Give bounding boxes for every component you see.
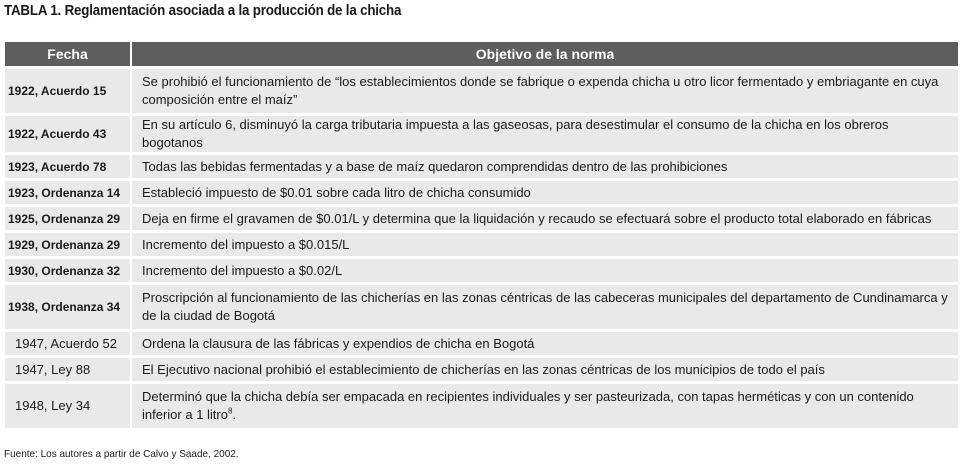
table-row <box>5 233 958 256</box>
table-row <box>5 207 958 230</box>
table-row <box>5 332 958 355</box>
fecha-cell: 1925, Ordenanza 29 <box>5 207 132 230</box>
objetivo-cell: En su artículo 6, disminuyó la carga tributaria impuesta a las gaseosas, para desestimular el consumo de la chicha en los obreros bogotanos <box>132 116 958 152</box>
objetivo-cell: Todas las bebidas fermentadas y a base de maíz quedaron comprendidas dentro de las prohibiciones <box>132 155 958 178</box>
table-row <box>5 155 958 178</box>
fecha-cell: 1923, Ordenanza 14 <box>5 181 132 204</box>
objetivo-cell: Ordena la clausura de las fábricas y expendios de chicha en Bogotá <box>132 332 958 355</box>
objetivo-cell: Deja en firme el gravamen de $0.01/L y determina que la liquidación y recaudo se efectuará sobre el producto total elaborado en fábricas <box>132 207 958 230</box>
objetivo-cell: Incremento del impuesto a $0.015/L <box>132 233 958 256</box>
fecha-cell: 1922, Acuerdo 43 <box>5 116 132 152</box>
regulations-table <box>5 39 958 431</box>
column-header-fecha: Fecha <box>5 42 132 66</box>
table-row <box>5 285 958 329</box>
objetivo-text: Determinó que la chicha debía ser empacada en recipientes individuales y ser pasteurizada, con tapas herméticas y con un contenido inferior a 1 litro <box>142 389 914 422</box>
objetivo-cell: El Ejecutivo nacional prohibió el establecimiento de chicherías en las zonas céntricas de los municipios de todo el país <box>132 358 958 381</box>
objetivo-cell: Estableció impuesto de $0.01 sobre cada litro de chicha consumido <box>132 181 958 204</box>
table-row <box>5 116 958 152</box>
table-header-row <box>5 42 958 66</box>
fecha-cell: 1929, Ordenanza 29 <box>5 233 132 256</box>
fecha-cell: 1938, Ordenanza 34 <box>5 285 132 329</box>
column-header-objetivo: Objetivo de la norma <box>132 42 958 66</box>
fecha-cell: 1947, Ley 88 <box>5 358 132 381</box>
objetivo-cell: Se prohibió el funcionamiento de “los establecimientos donde se fabrique o expenda chicha u otro licor fermentado y embriagante en cuya composición entre el maíz” <box>132 69 958 113</box>
table-row <box>5 384 958 428</box>
fecha-cell: 1930, Ordenanza 32 <box>5 259 132 282</box>
objetivo-cell: Proscripción al funcionamiento de las chicherías en las zonas céntricas de las cabeceras municipales del departamento de Cundinamarca y de la ciudad de Bogotá <box>132 285 958 329</box>
footnote-mark: 8 <box>227 406 233 416</box>
table-row <box>5 259 958 282</box>
objetivo-cell: Incremento del impuesto a $0.02/L <box>132 259 958 282</box>
table-row <box>5 69 958 113</box>
table-row <box>5 358 958 381</box>
fecha-cell: 1947, Acuerdo 52 <box>5 332 132 355</box>
source-note: Fuente: Los autores a partir de Calvo y Saade, 2002. <box>4 448 239 460</box>
objetivo-cell <box>132 384 958 428</box>
fecha-cell: 1922, Acuerdo 15 <box>5 69 132 113</box>
objetivo-text-end: . <box>232 407 237 422</box>
table-row <box>5 181 958 204</box>
table-title: TABLA 1. Reglamentación asociada a la producción de la chicha <box>4 3 402 19</box>
fecha-cell: 1948, Ley 34 <box>5 384 132 428</box>
fecha-cell: 1923, Acuerdo 78 <box>5 155 132 178</box>
